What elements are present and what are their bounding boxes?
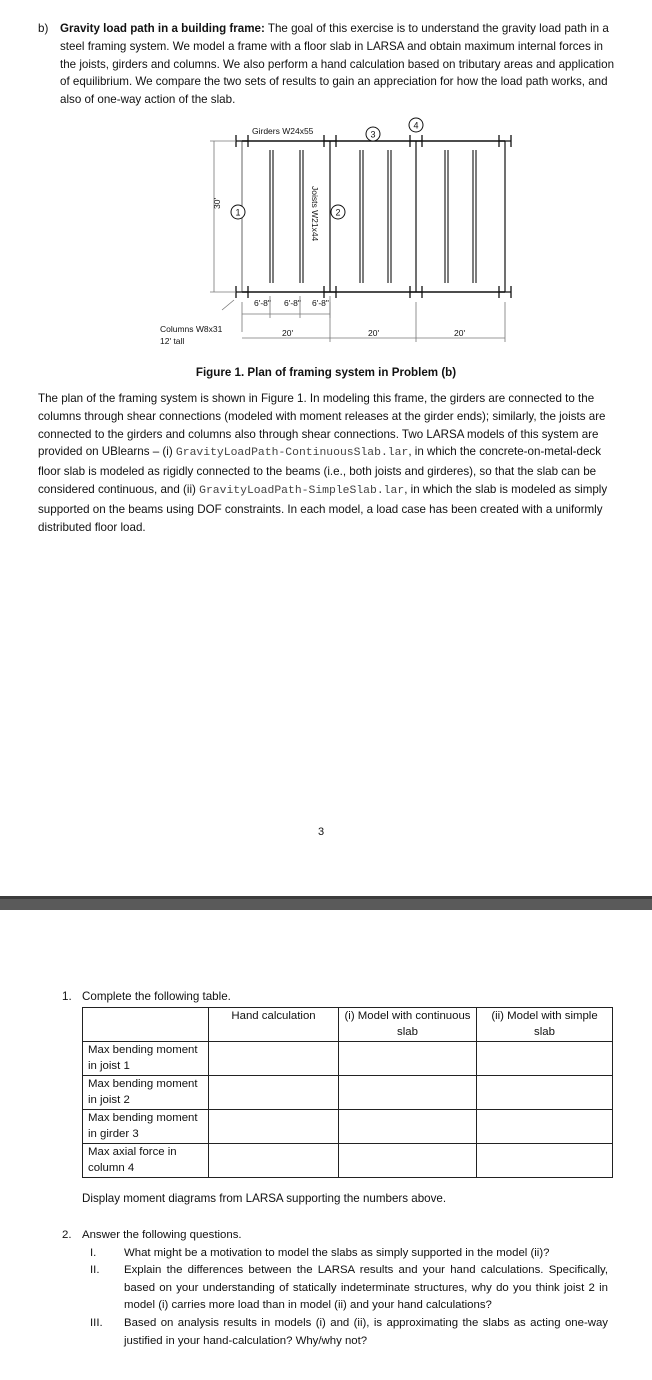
row-label-joist-2: Max bending moment in joist 2 (83, 1076, 209, 1110)
question-2 (62, 1227, 608, 1350)
para-text-2: , in which the concrete-on-metal-deck floor slab is modeled as rigidly connected to the beams (i.e., both joists and girderes), so that the slab can be considered continuous, and (ii) (38, 445, 602, 496)
framing-description (38, 390, 618, 536)
row-label-joist-1: Max bending moment in joist 1 (83, 1042, 209, 1076)
problem-intro-text: The goal of this exercise is to understand the gravity load path in a steel framing system. We model a frame with a floor slab in LARSA and obtain maximum internal forces in the joists, girders and columns. We also perform a hand calculation based on tributary areas and application of equilibrium. We compare the two sets of results to gain an appreciation for how the load path works, and also of one-way action of the slab. (60, 22, 615, 107)
item-text: What might be a motivation to model the slabs as simply supported in the model (ii)? (124, 1246, 550, 1259)
question-2-number: 2. (62, 1229, 72, 1241)
item-numeral: I. (90, 1246, 97, 1259)
column-symbols (236, 135, 511, 298)
columns-height-label: 12' tall (160, 336, 185, 346)
file-continuous-slab: GravityLoadPath-ContinuousSlab.lar (175, 447, 409, 460)
cell-simple-joist-2[interactable] (477, 1076, 613, 1110)
cell-simple-joist-1[interactable] (477, 1042, 613, 1076)
question-2-item (90, 1262, 608, 1315)
table-header-empty (83, 1008, 209, 1042)
question-2-item (90, 1315, 608, 1350)
problem-b-intro (38, 20, 618, 109)
question-1-text: Complete the following table. (82, 990, 231, 1003)
table-header-continuous: (i) Model with continuous slab (339, 1008, 477, 1042)
joist-spacing-3: 6'-8" (312, 298, 329, 308)
page-divider (0, 896, 652, 910)
item-numeral: II. (90, 1264, 100, 1277)
cell-hand-joist-1[interactable] (209, 1042, 339, 1076)
span-label-2: 20' (368, 328, 380, 338)
girders-label: Girders W24x55 (252, 126, 314, 136)
cell-continuous-joist-2[interactable] (339, 1076, 477, 1110)
span-label-3: 20' (454, 328, 466, 338)
table-header-hand: Hand calculation (209, 1008, 339, 1042)
file-simple-slab: GravityLoadPath-SimpleSlab.lar (199, 484, 405, 497)
framing-plan-drawing (150, 112, 530, 362)
question-2-item (90, 1245, 608, 1263)
joist-spacing-1: 6'-8" (254, 298, 271, 308)
marker-3: 3 (370, 129, 376, 140)
row-label-girder-3: Max bending moment in girder 3 (83, 1110, 209, 1144)
item-numeral: III. (90, 1316, 103, 1329)
para-text-1: The plan of the framing system is shown in Figure 1. In modeling this frame, the girders are connected to the columns through shear connections (modeled with moment releases at the girder ends); similarly, the joists are connected to the girders and columns also through shear connections. Two LARSA models of this system are provided on UBlearns – (i) (38, 392, 606, 459)
columns-label: Columns W8x31 (160, 324, 223, 334)
cell-simple-girder-3[interactable] (477, 1110, 613, 1144)
cell-continuous-column-4[interactable] (339, 1144, 477, 1178)
framing-plan-figure (150, 112, 530, 362)
marker-1: 1 (235, 207, 241, 218)
table-row (83, 1076, 613, 1110)
marker-4: 4 (413, 120, 419, 131)
joist-spacing-2: 6'-8" (284, 298, 301, 308)
cell-continuous-girder-3[interactable] (339, 1110, 477, 1144)
table-header-row (83, 1008, 613, 1042)
question-2-text: Answer the following questions. (82, 1229, 242, 1241)
item-text: Based on analysis results in models (i) and (ii), is approximating the slabs as acting one-way justified in your hand-calculation? Why/why not? (124, 1316, 608, 1347)
page-number: 3 (317, 826, 325, 838)
marker-2: 2 (335, 207, 341, 218)
row-label-column-4: Max axial force in column 4 (83, 1144, 209, 1178)
para-text-3: , in which the slab is modeled as simply supported on the beams using DOF constraints. In each model, a load case has been created with a uniformly distributed floor load. (38, 482, 608, 534)
cell-hand-joist-2[interactable] (209, 1076, 339, 1110)
table-row (83, 1144, 613, 1178)
cell-hand-column-4[interactable] (209, 1144, 339, 1178)
results-table (82, 1007, 613, 1178)
page-4 (0, 910, 652, 1380)
table-row (83, 1042, 613, 1076)
table-header-simple: (ii) Model with simple slab (477, 1008, 613, 1042)
cell-continuous-joist-1[interactable] (339, 1042, 477, 1076)
question-1-number: 1. (62, 990, 72, 1003)
table-row (83, 1110, 613, 1144)
problem-label: b) (38, 22, 49, 35)
display-instruction: Display moment diagrams from LARSA supporting the numbers above. (82, 1192, 447, 1205)
item-text: Explain the differences between the LARSA results and your hand calculations. Specifically, based on your understanding of statically indeterminate structures, why do you think joist 2 in model (i) carries more load than in model (ii) and your hand calculations? (124, 1264, 608, 1312)
figure-caption: Figure 1. Plan of framing system in Problem (b) (195, 366, 457, 379)
joists-label: Joists W21x44 (310, 186, 320, 242)
cell-simple-column-4[interactable] (477, 1144, 613, 1178)
height-dim-label: 30' (212, 197, 222, 209)
problem-title: Gravity load path in a building frame: (60, 22, 265, 35)
cell-hand-girder-3[interactable] (209, 1110, 339, 1144)
span-label-1: 20' (282, 328, 294, 338)
